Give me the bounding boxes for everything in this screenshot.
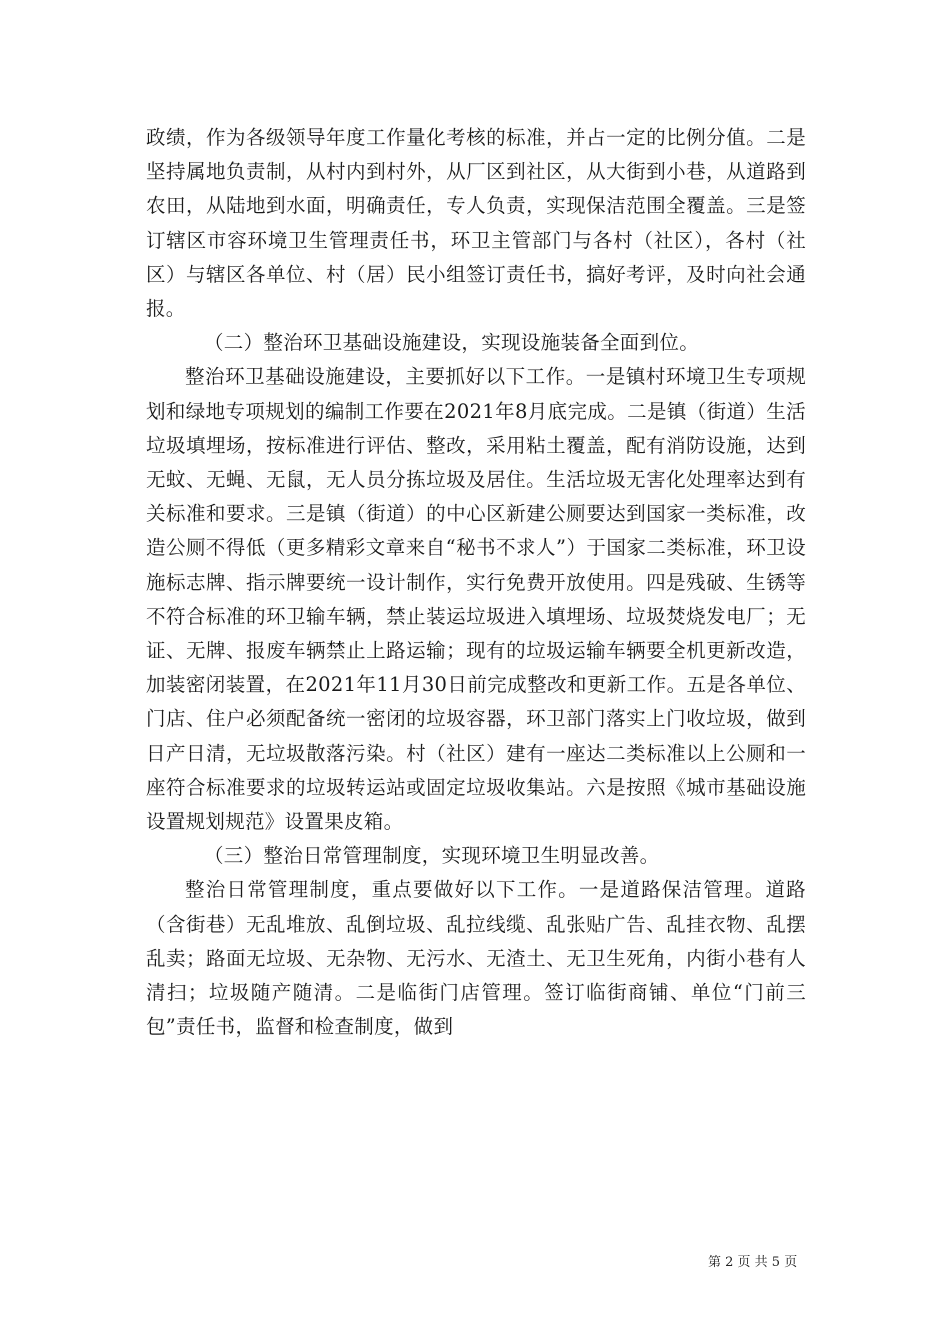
section-heading-3: （三）整治日常管理制度，实现环境卫生明显改善。	[204, 844, 660, 868]
paragraph-continuation: 政绩，作为各级领导年度工作量化考核的标准，并占一定的比例分值。二是坚持属地负责制，从村内到村外，从厂区到社区，从大街到小巷，从道路到农田，从陆地到水面，明确责任，专人负责，实现保洁范围全覆盖。三是签订辖区市容环境卫生管理责任书，环卫主管部门与各村（社区），各村（社区）与辖区各单位、村（居）民小组签订责任书，搞好考评，及时向社会通报。	[146, 126, 806, 321]
paragraph-daily-management: 整治日常管理制度，重点要做好以下工作。一是道路保洁管理。道路（含街巷）无乱堆放、乱倒垃圾、乱拉线缆、乱张贴广告、乱挂衣物、乱摆乱卖；路面无垃圾、无杂物、无污水、无渣土、无卫生死角，内街小巷有人清扫；垃圾随产随清。二是临街门店管理。签订临街商铺、单位“门前三包”责任书，监督和检查制度，做到	[146, 878, 806, 1039]
paragraph-infrastructure: 整治环卫基础设施建设，主要抓好以下工作。一是镇村环境卫生专项规划和绿地专项规划的编制工作要在2021年8月底完成。二是镇（街道）生活垃圾填埋场，按标准进行评估、整改，采用粘土覆盖，配有消防设施，达到无蚊、无蝇、无鼠，无人员分拣垃圾及居住。生活垃圾无害化处理率达到有关标准和要求。三是镇（街道）的中心区新建公厕要达到国家一类标准，改造公厕不得低（更多精彩文章来自“秘书不求人”）于国家二类标准，环卫设施标志牌、指示牌要统一设计制作，实行免费开放使用。四是残破、生锈等不符合标准的环卫输车辆，禁止装运垃圾进入填埋场、垃圾焚烧发电厂；无证、无牌、报废车辆禁止上路运输；现有的垃圾运输车辆要全机更新改造，加装密闭装置，在2021年11月30日前完成整改和更新工作。五是各单位、门店、住户必须配备统一密闭的垃圾容器，环卫部门落实上门收垃圾，做到日产日清，无垃圾散落污染。村（社区）建有一座达二类标准以上公厕和一座符合标准要求的垃圾转运站或固定垃圾收集站。六是按照《城市基础设施设置规划规范》设置果皮箱。	[146, 365, 806, 834]
page-number-footer: 第 2 页 共 5 页	[708, 1255, 798, 1270]
document-body	[146, 121, 806, 1044]
section-heading-2: （二）整治环卫基础设施建设，实现设施装备全面到位。	[204, 331, 700, 355]
